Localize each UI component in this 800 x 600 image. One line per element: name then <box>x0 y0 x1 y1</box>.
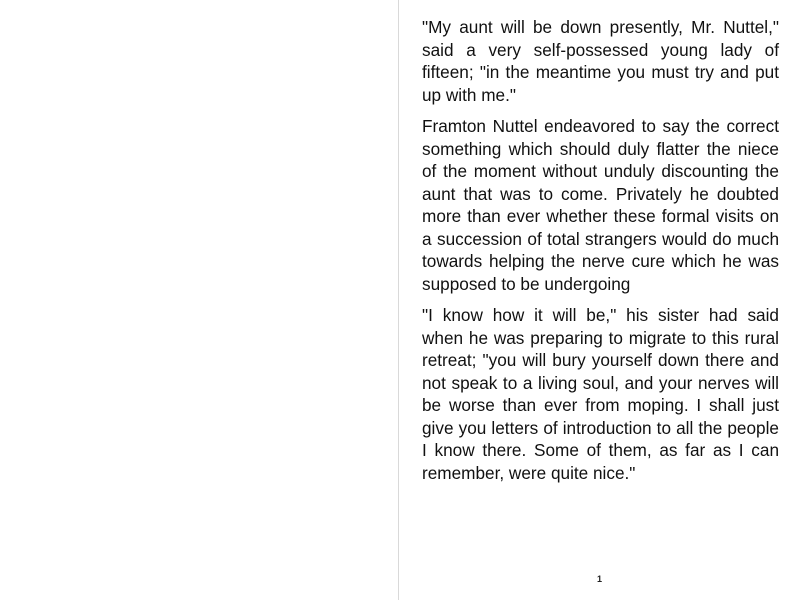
left-page-blank <box>0 0 398 600</box>
page-text <box>422 16 779 493</box>
paragraph-2: Framton Nuttel endeavored to say the correct something which should duly flatter the niece of the moment without unduly discounting the aunt that was to come. Privately he doubted more than ever whether these formal visits on a succession of total strangers would do much towards helping the nerve cure which he was supposed to be undergoing <box>422 116 779 294</box>
paragraph-1: "My aunt will be down presently, Mr. Nuttel," said a very self-possessed young lady of fifteen; "in the meantime you must try and put up with me." <box>422 17 779 105</box>
page-number: 1 <box>596 574 602 584</box>
paragraph-3: "I know how it will be," his sister had said when he was preparing to migrate to this rural retreat; "you will bury yourself down there and not speak to a living soul, and your nerves will be worse than ever from moping. I shall just give you letters of introduction to all the people I know there. Some of them, as far as I can remember, were quite nice." <box>422 305 779 483</box>
right-page <box>399 0 800 600</box>
